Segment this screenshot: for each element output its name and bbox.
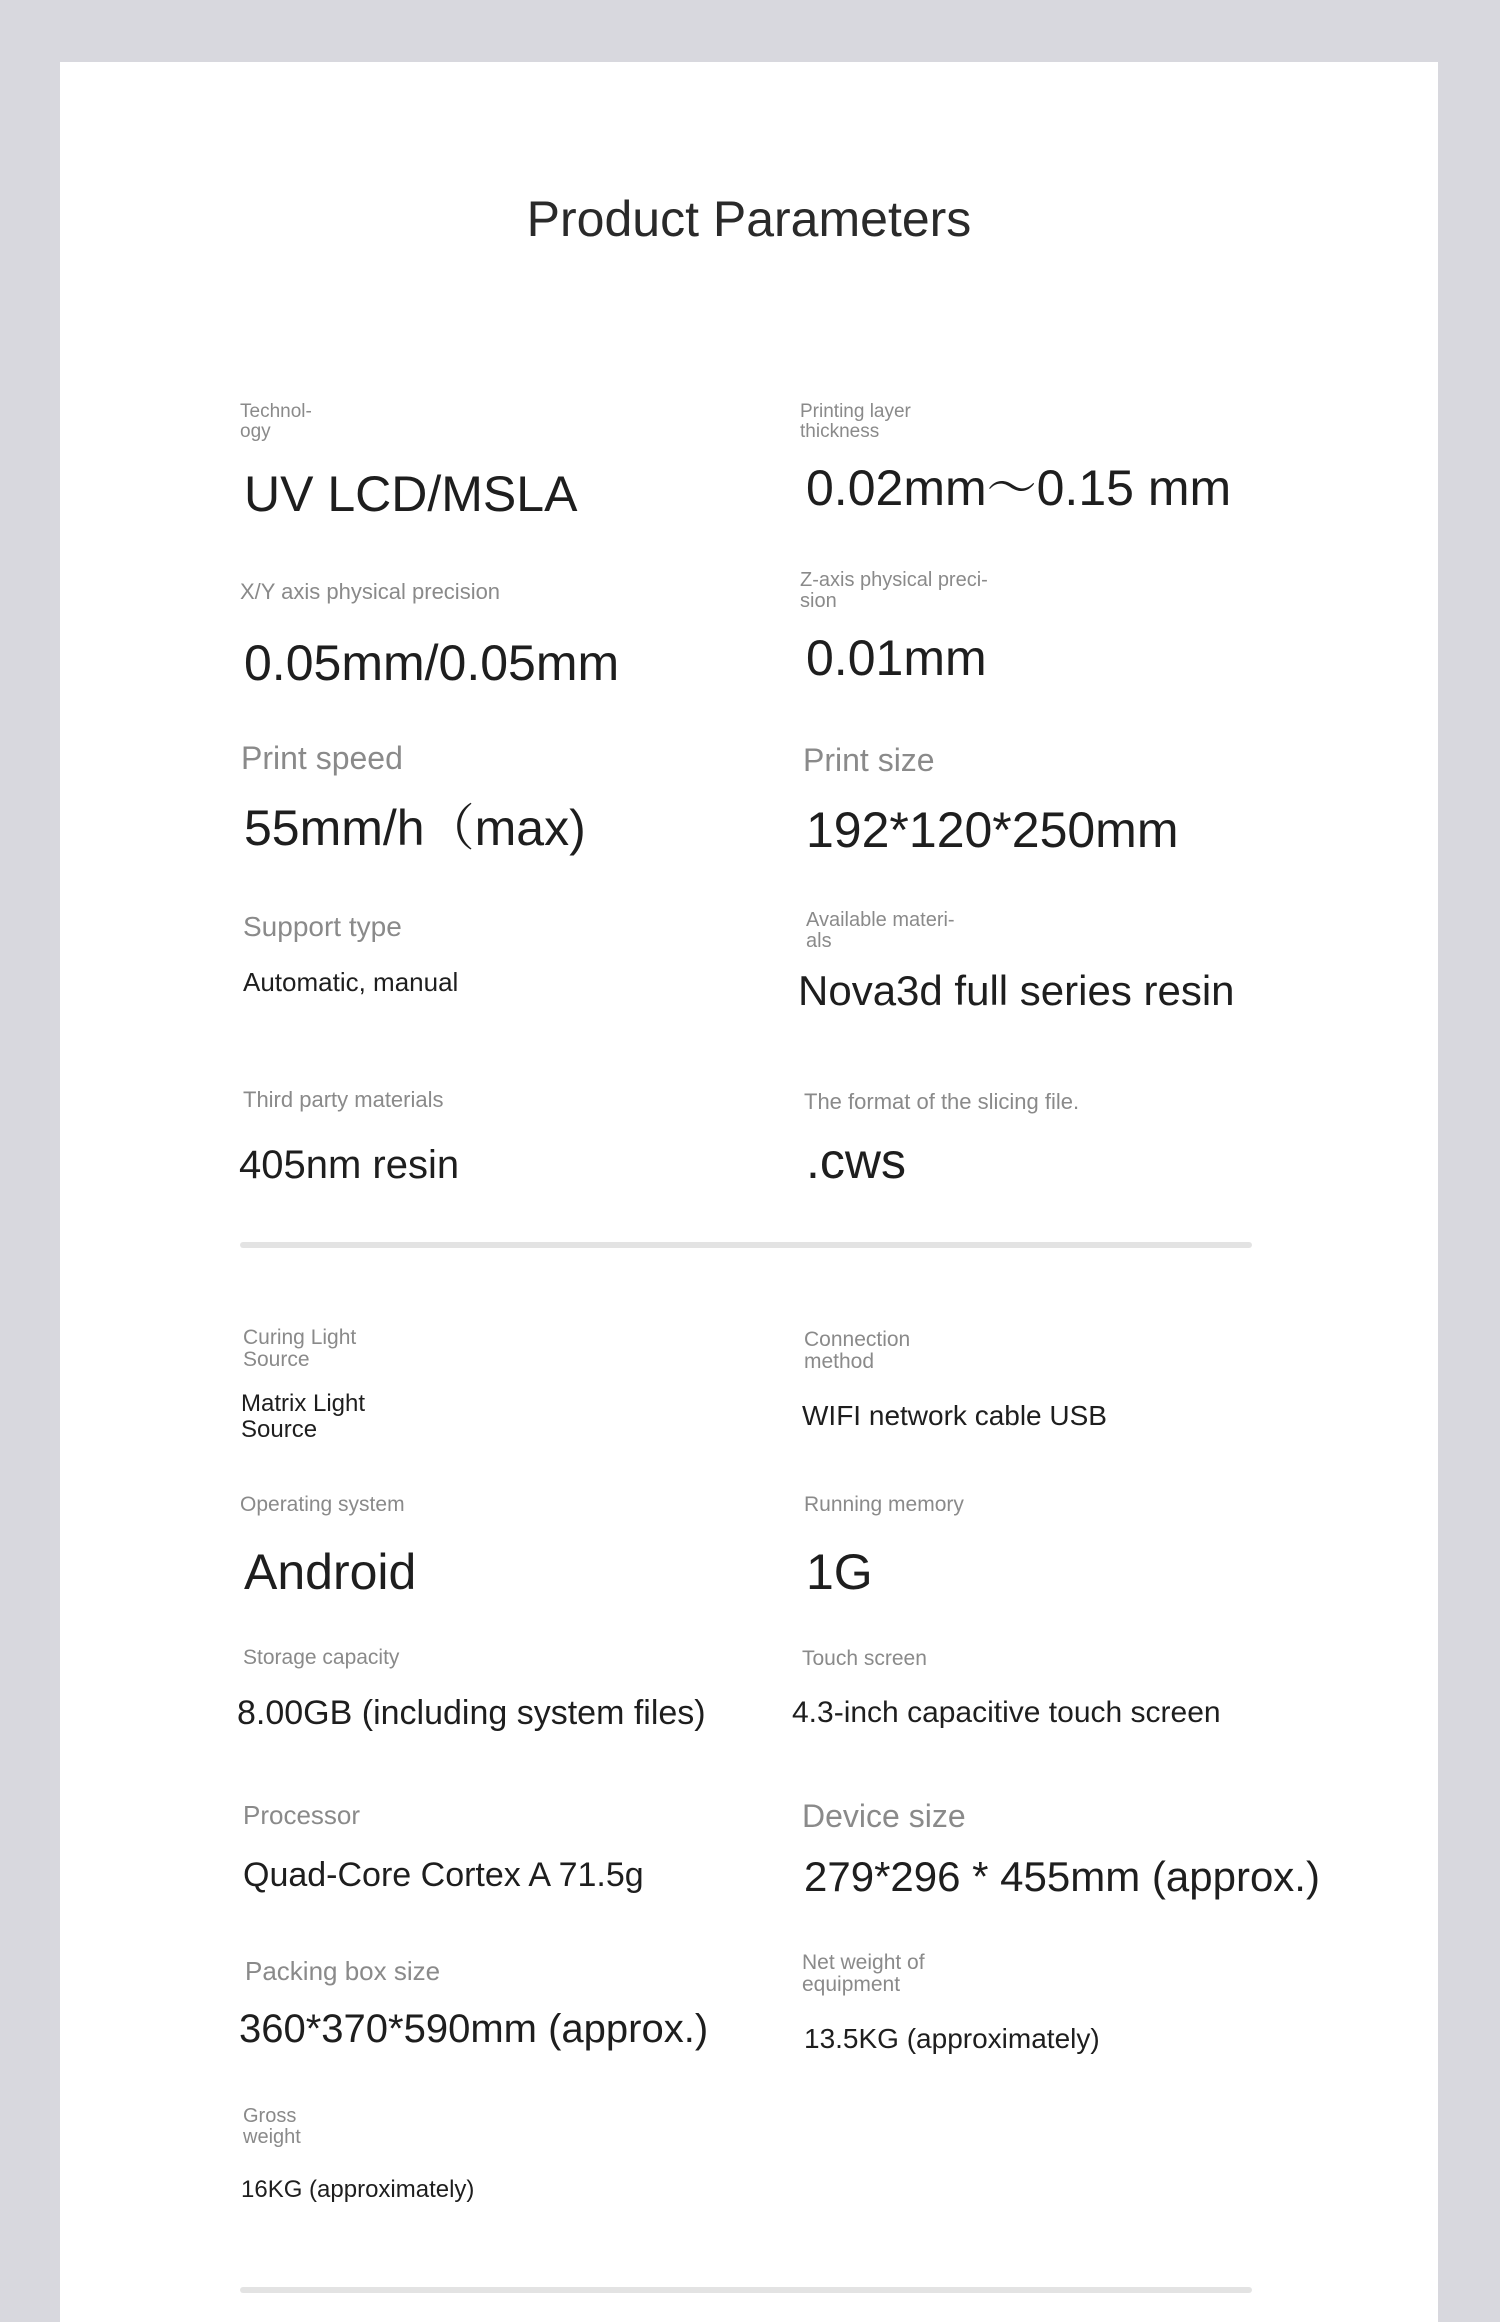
param-label: The format of the slicing file. <box>804 1089 1080 1114</box>
param-value: 16KG (approximately) <box>241 2176 475 2203</box>
param-label: Packing box size <box>245 1956 441 1986</box>
param-value: 0.02mm～0.15 mm <box>806 459 1232 516</box>
param-value: Quad-Core Cortex A 71.5g <box>243 1856 644 1895</box>
param-technology <box>240 402 577 524</box>
param-touch-screen <box>792 1647 1221 1731</box>
param-label: Technol- ogy <box>240 401 312 442</box>
param-label: Device size <box>802 1798 966 1834</box>
param-label: Storage capacity <box>243 1646 400 1669</box>
param-layer-thickness <box>800 402 1231 518</box>
param-value: 360*370*590mm (approx.) <box>239 2007 709 2052</box>
param-print-speed <box>241 742 586 858</box>
param-support-type <box>243 912 458 999</box>
param-processor <box>243 1802 644 1896</box>
param-label: Processor <box>243 1800 361 1830</box>
param-label: Curing Light Source <box>243 1326 357 1372</box>
param-label: Operating system <box>240 1493 405 1516</box>
param-value: 0.01mm <box>806 630 987 686</box>
param-third-party <box>239 1087 460 1189</box>
param-label: Gross weight <box>243 2105 301 2148</box>
param-label: X/Y axis physical precision <box>240 579 501 604</box>
param-label: Net weight of equipment <box>802 1951 925 1997</box>
param-label: Support type <box>243 911 402 942</box>
param-print-size <box>803 744 1179 860</box>
param-value: 8.00GB (including system files) <box>237 1694 706 1733</box>
param-value: .cws <box>806 1133 906 1190</box>
param-value: 1G <box>806 1544 873 1601</box>
param-label: Printing layer thickness <box>800 401 911 442</box>
param-net-weight <box>802 1952 1100 2056</box>
param-light-source <box>243 1327 365 1444</box>
param-label: Running memory <box>804 1493 964 1516</box>
param-value: 55mm/h（max) <box>244 799 586 856</box>
param-value: Automatic, manual <box>243 967 459 998</box>
param-value: 279*296 * 455mm (approx.) <box>804 1852 1320 1900</box>
param-value: 405nm resin <box>239 1143 460 1188</box>
param-value: WIFI network cable USB <box>802 1400 1107 1432</box>
param-value: 13.5KG (approximately) <box>804 2023 1100 2055</box>
section-divider <box>240 2287 1252 2293</box>
param-gross-weight <box>243 2106 474 2205</box>
param-operating-system <box>240 1494 416 1602</box>
param-value: 192*120*250mm <box>806 801 1179 858</box>
param-value: Nova3d full series resin <box>798 967 1235 1014</box>
param-label: Print size <box>803 742 935 778</box>
param-materials <box>798 909 1235 1016</box>
param-label: Print speed <box>241 740 403 776</box>
param-slicing-format <box>804 1090 1079 1191</box>
param-value: 4.3-inch capacitive touch screen <box>792 1696 1221 1730</box>
param-label: Z-axis physical preci- sion <box>800 569 988 612</box>
parameters-card <box>60 62 1438 2322</box>
param-value: 0.05mm/0.05mm <box>244 635 620 692</box>
param-value: Matrix Light Source <box>241 1390 366 1444</box>
param-storage <box>237 1646 706 1734</box>
param-label: Touch screen <box>802 1647 927 1670</box>
param-box-size <box>239 1956 709 2053</box>
param-label: Third party materials <box>243 1087 444 1112</box>
param-z-precision <box>800 570 988 688</box>
param-label: Connection method <box>804 1328 911 1374</box>
page-title: Product Parameters <box>526 191 972 247</box>
section-divider <box>240 1242 1252 1248</box>
param-value: Android <box>244 1544 417 1601</box>
param-value: UV LCD/MSLA <box>244 465 578 522</box>
param-connection <box>804 1329 1107 1433</box>
param-running-memory <box>804 1494 964 1602</box>
param-device-size <box>802 1800 1320 1902</box>
param-label: Available materi- als <box>806 909 955 952</box>
param-xy-precision <box>240 580 619 693</box>
